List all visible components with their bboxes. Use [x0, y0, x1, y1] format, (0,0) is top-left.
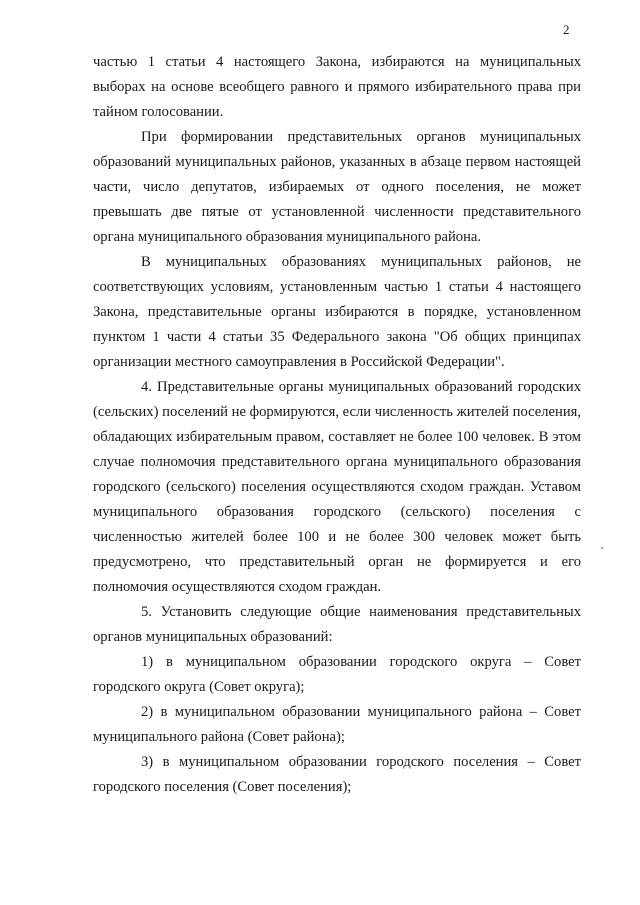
paragraph-item-4: 4. Представительные органы муниципальных образований городских (сельских) поселений не формируются, если численность жителей поселения, обладающих избирательным правом, составляет не более 100 человек. В этом случае полномочия представительного органа муниципального образования городского (сельского) поселения осуществляются сходом граждан. Уставом муниципального образования городского (сельского) поселения с численностью жителей более 100 и не более 300 человек может быть предусмотрено, что представительный орган не формируется и его полномочия осуществляются сходом граждан. [93, 379, 581, 595]
paragraph: При формировании представительных органов муниципальных образований муниципальных районов, указанных в абзаце первом настоящей части, число депутатов, избираемых от одного поселения, не может превышать две пятые от установленной численности представительного органа муниципального образования муниципального района. [93, 129, 581, 245]
paragraph: В муниципальных образованиях муниципальных районов, не соответствующих условиям, установленным частью 1 статьи 4 настоящего Закона, представительные органы избираются в порядке, установленном пунктом 1 части 4 статьи 35 Федерального закона "Об общих принципах организации местного самоуправления в Российской Федерации". [93, 254, 581, 370]
list-item: 1) в муниципальном образовании городского округа – Совет городского округа (Совет округа); [93, 654, 581, 695]
paragraph-item-5: 5. Установить следующие общие наименования представительных органов муниципальных образований: [93, 604, 581, 645]
document-body [93, 50, 581, 800]
scan-speck [601, 547, 603, 549]
list-item: 3) в муниципальном образовании городского поселения – Совет городского поселения (Совет поселения); [93, 754, 581, 795]
page-number: 2 [563, 22, 570, 37]
list-item: 2) в муниципальном образовании муниципального района – Совет муниципального района (Совет района); [93, 704, 581, 745]
paragraph-continuation: частью 1 статьи 4 настоящего Закона, избираются на муниципальных выборах на основе всеобщего равного и прямого избирательного права при тайном голосовании. [93, 54, 581, 120]
